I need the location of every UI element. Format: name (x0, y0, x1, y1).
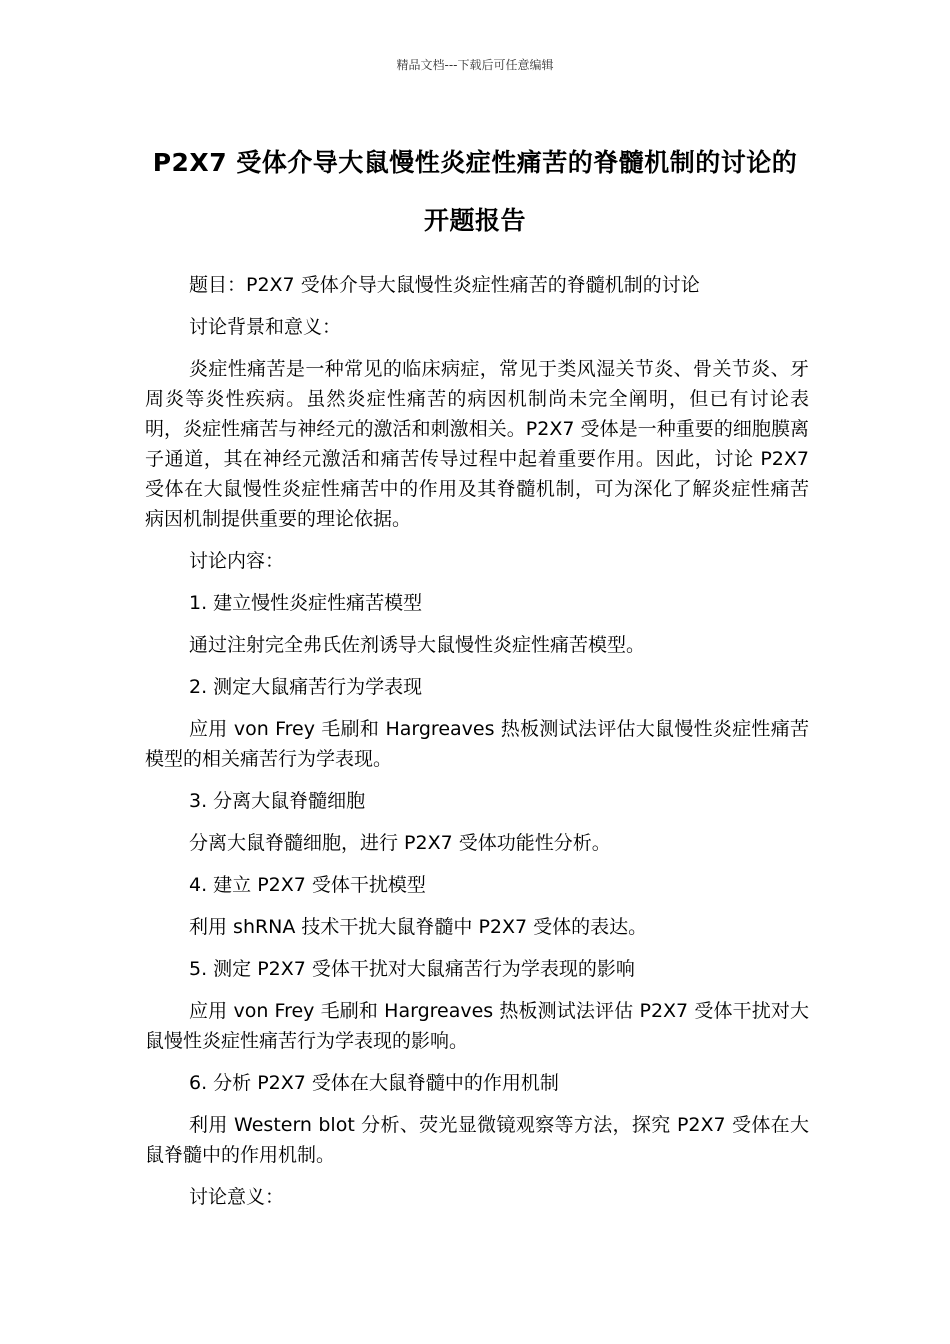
paragraph-topic: 题目：P2X7 受体介导大鼠慢性炎症性痛苦的脊髓机制的讨论 (189, 274, 700, 296)
header-note: 精品文档---下载后可任意编辑 (396, 58, 554, 72)
item-4-title: 4. 建立 P2X7 受体干扰模型 (189, 874, 426, 896)
item-4-text: 利用 shRNA 技术干扰大鼠脊髓中 P2X7 受体的表达。 (189, 916, 648, 938)
document-title: P2X7 受体介导大鼠慢性炎症性痛苦的脊髓机制的讨论的开题报告 (152, 148, 798, 235)
item-3-text: 分离大鼠脊髓细胞，进行 P2X7 受体功能性分析。 (189, 832, 611, 854)
item-2-text: 应用 von Frey 毛刷和 Hargreaves 热板测试法评估大鼠慢性炎症性痛苦模型的相关痛苦行为学表现。 (145, 718, 809, 770)
document-body (145, 270, 809, 1224)
item-5-title: 5. 测定 P2X7 受体干扰对大鼠痛苦行为学表现的影响 (189, 958, 635, 980)
item-6-text: 利用 Western blot 分析、荧光显微镜观察等方法，探究 P2X7 受体在大鼠脊髓中的作用机制。 (145, 1114, 809, 1166)
item-3-title: 3. 分离大鼠脊髓细胞 (189, 790, 366, 812)
heading-background: 讨论背景和意义： (189, 316, 342, 338)
item-6-title: 6. 分析 P2X7 受体在大鼠脊髓中的作用机制 (189, 1072, 559, 1094)
item-5-text: 应用 von Frey 毛刷和 Hargreaves 热板测试法评估 P2X7 受体干扰对大鼠慢性炎症性痛苦行为学表现的影响。 (145, 1000, 809, 1052)
item-2-title: 2. 测定大鼠痛苦行为学表现 (189, 676, 423, 698)
heading-significance: 讨论意义： (189, 1186, 285, 1208)
heading-content: 讨论内容： (189, 550, 285, 572)
item-1-text: 通过注射完全弗氏佐剂诱导大鼠慢性炎症性痛苦模型。 (189, 634, 646, 656)
paragraph-background: 炎症性痛苦是一种常见的临床病症，常见于类风湿关节炎、骨关节炎、牙周炎等炎性疾病。虽然炎症性痛苦的病因机制尚未完全阐明，但已有讨论表明，炎症性痛苦与神经元的激活和刺激相关。P2X7 受体是一种重要的细胞膜离子通道，其在神经元激活和痛苦传导过程中起着重要作用。因此，讨论 P2X7 受体在大鼠慢性炎症性痛苦中的作用及其脊髓机制，可为深化了解炎症性痛苦病因机制提供重要的理论依据。 (145, 358, 809, 530)
item-1-title: 1. 建立慢性炎症性痛苦模型 (189, 592, 423, 614)
